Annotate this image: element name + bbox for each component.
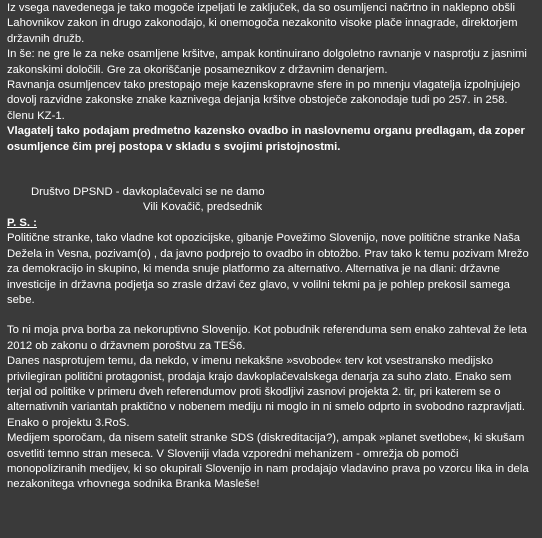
ps-paragraph-opposition: Danes nasprotujem temu, da nekdo, v imenu nekakšne »svobode« terv kot vsestransko medijsko privilegiran politični protagonist, prodaja krajo davkoplačevalskega denarja za suho zlato. Enako sem terjal od politike v primeru dveh referendumov proti škodljivi zasnovi projekta 2. tir, pri katerem se o alternativnih variantah praktično v nobenem mediju ni moglo in ni smelo odprto in svobodno razpravljati. Enako o projektu 3.RoS. <box>7 355 526 429</box>
paragraph-complaint-filing: Vlagatelj tako podajam predmetno kazensko ovadbo in naslovnemu organu predlagam, da zoper osumljence čim prej postopa v skladu s svojimi pristojnostmi. <box>7 125 525 153</box>
ps-label: P. S. : <box>7 216 37 229</box>
paragraph-violations: In še: ne gre le za neke osamljene kršitve, ampak kontinuirano dolgoletno ravnanje v nasprotju z jasnimi zakonskimi določili. Gre za okoriščanje posameznikov z državnim denarjem. <box>7 48 527 76</box>
paragraph-criminal-sphere: Ravnanja osumljencev tako prestopajo meje kazenskopravne sfere in po mnenju vlagatelja izpolnjujejo dovolj razvidne zakonske znake kaznivega dejanja kršitve obstoječe zakonodaje tudi po 257. in 258. členu KZ-1. <box>7 79 521 122</box>
ps-paragraph-first-fight: To ni moja prva borba za nekoruptivno Slovenijo. Kot pobudnik referenduma sem enako zahteval že leta 2012 ob zakonu o državnem poroštvu za TEŠ6. <box>7 324 527 352</box>
signature-organization: Društvo DPSND - davkoplačevalci se ne damo <box>31 186 265 199</box>
ps-paragraph-parties: Politične stranke, tako vladne kot opozicijske, gibanje Povežimo Slovenijo, nove politične stranke Naša Dežela in Vesna, pozivam(o) , da javno podprejo to ovadbo in obtožbo. Prav tako k temu pozivam Mrežo za demokracijo in skupino, ki menda snuje platformo za alternativo. Alternativa je na dlani: državne investicije in državna podjetja so zrasle državi čez glavo, v volilni tekmi pa je pohlep prekosil samega sebe. <box>7 232 529 306</box>
paragraph-conclusion: Iz vsega navedenega je tako mogoče izpeljati le zaključek, da so osumljenci načrtno in naklepno obšli Lahovnikov zakon in drugo zakonodajo, ki onemogoča nezakonito visoke plače innagrade, direktorjem državnih družb. <box>7 2 518 45</box>
ps-paragraph-media: Medijem sporočam, da nisem satelit stranke SDS (diskreditacija?), ampak »planet svetlobe«, ki skušam osvetliti temno stran meseca. V Sloveniji vlada vzporedni mehanizem - omrežja ob pomoči monopoliziranih medijev, ki so okupirali Slovenijo in nam prodajajo vladavino prava po vzorcu lika in dela nezakonitega vrhovnega sodnika Branka Masleše! <box>7 432 529 491</box>
signature-person: Vili Kovačič, predsednik <box>143 201 263 214</box>
